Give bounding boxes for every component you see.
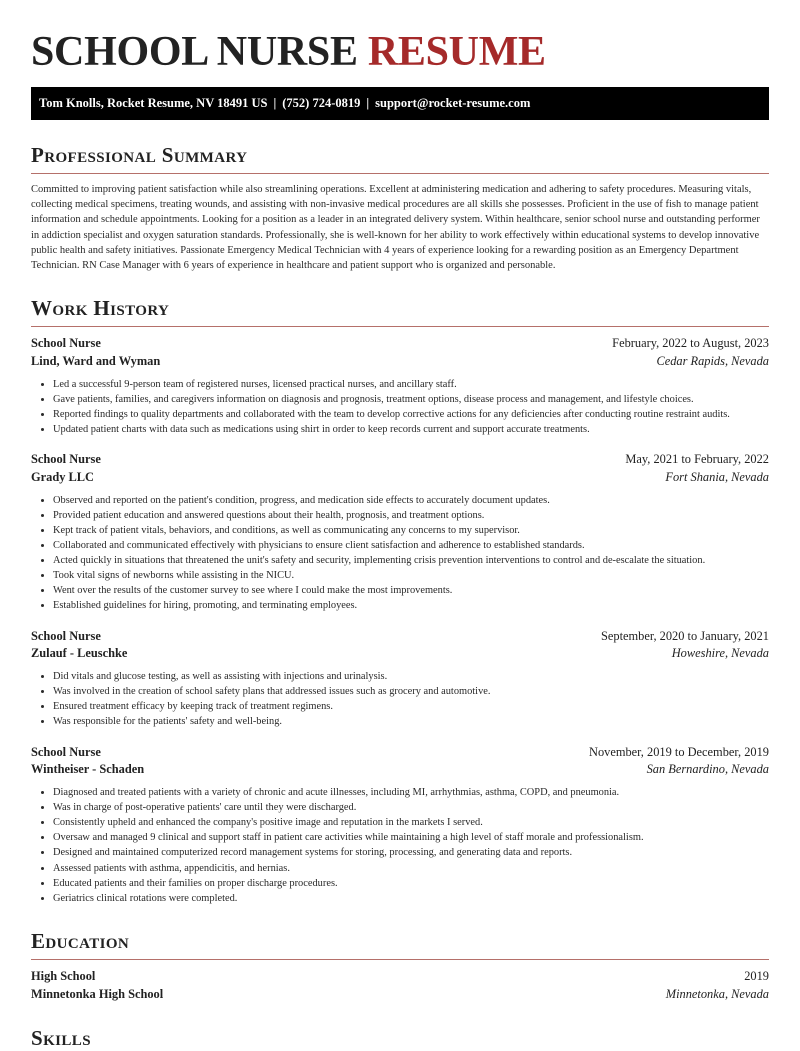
job-list: [31, 335, 769, 906]
job-bullet: • Went over the results of the customer survey to see where I could make the most improvements.: [53, 583, 769, 598]
job-dates: September, 2020 to January, 2021: [600, 628, 769, 643]
summary-heading: Professional Summary: [31, 143, 248, 167]
job-company-row: [31, 469, 769, 487]
job-location: Cedar Rapids, Nevada: [656, 354, 769, 369]
job-bullet: • Educated patients and their families on proper discharge procedures.: [53, 876, 769, 891]
job-entry: [31, 451, 769, 613]
education-row: [31, 968, 769, 986]
job-company: Grady LLC: [31, 469, 94, 484]
job-dates: May, 2021 to February, 2022: [625, 452, 769, 467]
job-bullet: • Established guidelines for hiring, promoting, and terminating employees.: [53, 598, 769, 613]
job-bullet: • Was in charge of post-operative patients' care until they were discharged.: [53, 800, 769, 815]
job-bullets: [31, 493, 769, 614]
job-company: Wintheiser - Schaden: [31, 762, 145, 777]
job-entry: [31, 335, 769, 437]
contact-separator: |: [366, 96, 370, 110]
contact-phone: (752) 724-0819: [282, 96, 361, 110]
job-title: School Nurse: [31, 744, 101, 759]
education-location: Minnetonka, Nevada: [665, 986, 769, 1001]
job-bullet: • Gave patients, families, and caregivers information on diagnosis and prognosis, treatment options, disease process and management, and lifestyle choices.: [53, 392, 769, 407]
education-degree: High School: [31, 968, 96, 983]
job-bullet: • Oversaw and managed 9 clinical and support staff in patient care activities while maintaining a high level of staff morale and professionalism.: [53, 830, 769, 845]
job-bullet: • Reported findings to quality departments and collaborated with the team to develop corrective actions for any deficiencies after conducting routine restraint audits.: [53, 407, 769, 422]
job-entry: [31, 744, 769, 906]
job-company-row: [31, 761, 769, 779]
job-bullet: • Took vital signs of newborns while assisting in the NICU.: [53, 568, 769, 583]
job-title: School Nurse: [31, 452, 101, 467]
title-accent: RESUME: [367, 29, 546, 75]
job-bullet: • Led a successful 9-person team of registered nurses, licensed practical nurses, and ancillary staff.: [53, 377, 769, 392]
job-company: Zulauf - Leuschke: [31, 646, 128, 661]
job-bullet: • Was responsible for the patients' safety and well-being.: [53, 714, 769, 729]
section-divider: [31, 326, 769, 327]
contact-address: Tom Knolls, Rocket Resume, NV 18491 US: [39, 96, 268, 110]
job-bullet: • Updated patient charts with data such as medications using shirt in order to keep records current and support accurate treatments.: [53, 422, 769, 437]
section-divider: [31, 959, 769, 960]
job-bullet: • Kept track of patient vitals, behaviors, and conditions, as well as communicating any concerns to my supervisor.: [53, 523, 769, 538]
job-header-row: [31, 744, 769, 762]
job-bullet: • Designed and maintained computerized record management systems for storing, processing, and generating data and reports.: [53, 845, 769, 860]
job-location: Fort Shania, Nevada: [665, 469, 769, 484]
job-bullet: • Ensured treatment efficacy by keeping track of treatment regimens.: [53, 699, 769, 714]
job-company-row: [31, 353, 769, 371]
job-bullet: • Collaborated and communicated effectively with physicians to ensure client satisfaction and adherence to established standards.: [53, 538, 769, 553]
job-header-row: [31, 451, 769, 469]
job-bullets: [31, 377, 769, 437]
skills-heading: Skills: [31, 1026, 91, 1051]
contact-separator: |: [273, 96, 277, 110]
job-bullet: • Provided patient education and answered questions about their health, prognosis, and treatment options.: [53, 508, 769, 523]
job-bullet: • Acted quickly in situations that threatened the unit's safety and security, implementing crisis prevention interventions to control and de-escalate the situation.: [53, 553, 769, 568]
job-bullet: • Geriatrics clinical rotations were completed.: [53, 891, 769, 906]
section-divider: [31, 173, 769, 174]
job-title: School Nurse: [31, 336, 101, 351]
job-location: Howeshire, Nevada: [671, 646, 769, 661]
education-row: [31, 986, 769, 1004]
job-bullets: [31, 785, 769, 906]
resume-title: [31, 0, 769, 78]
job-bullet: • Did vitals and glucose testing, as well as assisting with injections and urinalysis.: [53, 669, 769, 684]
job-bullets: [31, 669, 769, 729]
job-title: School Nurse: [31, 628, 101, 643]
job-dates: February, 2022 to August, 2023: [612, 336, 769, 351]
job-location: San Bernardino, Nevada: [646, 762, 769, 777]
education-heading: Education: [31, 928, 130, 953]
job-header-row: [31, 335, 769, 353]
education-entry: [31, 968, 769, 1004]
job-company: Lind, Ward and Wyman: [31, 354, 161, 369]
contact-bar: [31, 87, 769, 120]
job-bullet: • Assessed patients with asthma, appendicitis, and hernias.: [53, 861, 769, 876]
work-history-heading: Work History: [31, 296, 170, 321]
job-header-row: [31, 628, 769, 646]
job-bullet: • Diagnosed and treated patients with a variety of chronic and acute illnesses, including MI, arrhythmias, asthma, COPD, and pneumonia.: [53, 785, 769, 800]
job-company-row: [31, 645, 769, 663]
education-school: Minnetonka High School: [31, 986, 164, 1001]
job-dates: November, 2019 to December, 2019: [589, 744, 769, 759]
job-bullet: • Was involved in the creation of school safety plans that addressed issues such as grocery and automotive.: [53, 684, 769, 699]
education-year: 2019: [744, 968, 769, 983]
title-main: SCHOOL NURSE: [31, 29, 358, 75]
job-bullet: • Consistently upheld and enhanced the company's positive image and reputation in the markets I served.: [53, 815, 769, 830]
summary-text: Committed to improving patient satisfaction while also streamlining operations. Excellent at administering medication and adhering to safety procedures. Measuring vitals, collecting medical specimens, treating wounds, and assisting with non-invasive medical procedures are all skills she possesses. Proficient in the use of fish to manage patient information and schedule appointments. Looking for a position as a leader in an integrated delivery system. Within healthcare, senior school nurse and outstanding performer in addiction specialist and oxygen saturation standards. Professionally, she is well-known for her ability to work effectively within educational systems to develop innovative public health and safety initiatives. Passionate Emergency Medical Technician with 4 years of experience looking for a rewarding position as an Emergency Department Technician. RN Case Manager with 6 years of experience in healthcare and patient support who is organized and personable.: [31, 184, 760, 272]
job-bullet: • Observed and reported on the patient's condition, progress, and medication side effects to accurately document updates.: [53, 493, 769, 508]
contact-email[interactable]: support@rocket-resume.com: [375, 96, 531, 110]
job-entry: [31, 628, 769, 730]
